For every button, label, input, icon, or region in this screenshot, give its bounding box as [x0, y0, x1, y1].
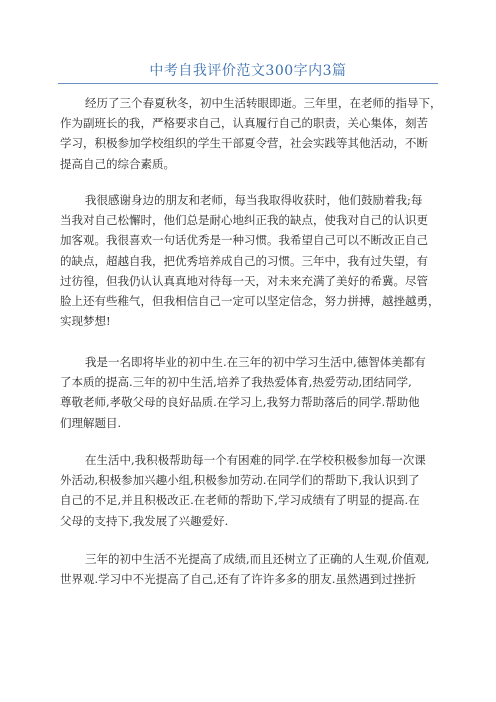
paragraph-line: 作为副班长的我，严格要求自己，认真履行自己的职责，关心集体，刻苦 — [60, 116, 428, 131]
document-title: 中考自我评价范文300字内3篇 — [149, 63, 347, 79]
paragraph-4 — [60, 450, 450, 531]
paragraph-5 — [60, 549, 450, 589]
paragraph-2 — [60, 190, 450, 331]
paragraph-line: 过彷徨，但我仍认认真真地对待每一天，对未来充满了美好的希冀。尽管 — [60, 273, 428, 288]
paragraph-line: 世界观.学习中不光提高了自己,还有了许许多多的朋友.虽然遇到过挫折 — [60, 572, 416, 587]
paragraph-line: 当我对自己松懈时，他们总是耐心地纠正我的缺点，使我对自己的认识更 — [60, 213, 428, 228]
paragraph-line: 学习，积极参加学校组织的学生干部夏令营，社会实践等其他活动，不断 — [60, 136, 428, 151]
paragraph-line: 我很感谢身边的朋友和老师，每当我取得收获时，他们鼓励着我;每 — [85, 193, 423, 207]
paragraph-3 — [60, 352, 450, 433]
paragraph-line: 们理解题目. — [60, 415, 122, 430]
paragraph-line: 在生活中,我积极帮助每一个有困难的同学.在学校积极参加每一次课 — [85, 453, 426, 467]
paragraph-line: 自己的不足,并且积极改正.在老师的帮助下,学习成绩有了明显的提高.在 — [60, 493, 420, 508]
paragraph-1 — [60, 93, 450, 174]
paragraph-line: 加客观。我很喜欢一句话优秀是一种习惯。我希望自己可以不断改正自己 — [60, 233, 428, 248]
paragraph-line: 脸上还有些稚气，但我相信自己一定可以坚定信念，努力拼搏，越挫越勇， — [60, 294, 440, 309]
paragraph-line: 经历了三个春夏秋冬，初中生活转眼即逝。三年里，在老师的指导下， — [85, 96, 442, 110]
paragraph-line: 三年的初中生活不光提高了成绩,而且还树立了正确的人生观,价值观, — [85, 552, 430, 566]
paragraph-line: 的缺点，超越自我，把优秀培养成自己的习惯。三年中，我有过失望，有 — [60, 253, 428, 268]
paragraph-line: 尊敬老师,孝敬父母的良好品质.在学习上,我努力帮助落后的同学.帮助他 — [60, 395, 420, 410]
title-divider — [58, 83, 438, 84]
paragraph-line: 外活动,积极参加兴趣小组,积极参加劳动.在同学们的帮助下,我认识到了 — [60, 473, 420, 488]
paragraph-line: 我是一名即将毕业的初中生.在三年的初中学习生活中,德智体美都有 — [85, 355, 426, 369]
paragraph-line: 了本质的提高.三年的初中生活,培养了我热爱体育,热爱劳动,团结同学, — [60, 375, 412, 390]
paragraph-line: 实现梦想! — [60, 314, 111, 329]
paragraph-line: 提高自己的综合素质。 — [60, 156, 175, 171]
paragraph-line: 父母的支持下,我发展了兴趣爱好. — [60, 513, 229, 528]
